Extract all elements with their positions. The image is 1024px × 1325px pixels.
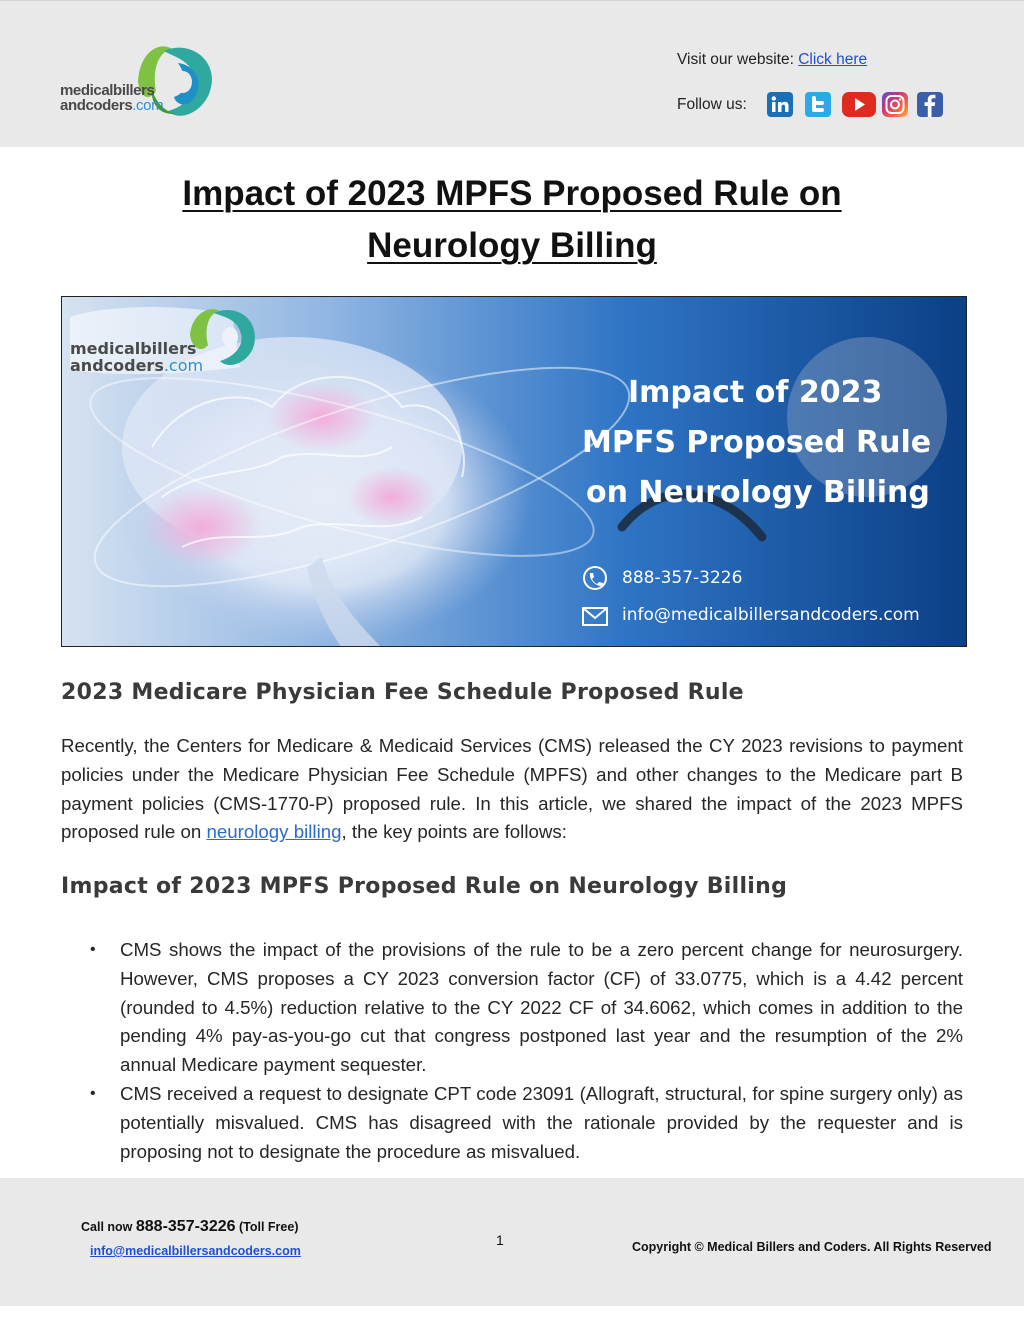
linkedin-icon[interactable] [767,92,793,117]
impact-bullet-list [61,936,963,1166]
call-number[interactable]: 888-357-3226 [135,1218,236,1235]
banner-heading-line-1: Impact of 2023 [628,375,883,410]
call-suffix: (Toll Free) [235,1220,299,1234]
article-banner-image [61,296,967,647]
copyright-text: Copyright © Medical Billers and Coders. All Rights Reserved [632,1240,992,1254]
twitter-icon[interactable] [805,92,831,117]
title-line-1: Impact of 2023 MPFS Proposed Rule on [182,174,842,213]
logo-com: .com [132,97,164,114]
banner-email: info@medicalbillersandcoders.com [622,605,920,625]
intro-paragraph [61,732,963,847]
company-logo[interactable] [60,41,220,121]
footer-call-now [81,1218,298,1236]
logo-line-1: medicalbillers [60,82,155,99]
footer-email-link[interactable]: info@medicalbillersandcoders.com [90,1244,301,1258]
section-heading-impact: Impact of 2023 MPFS Proposed Rule on Neurology Billing [61,874,788,899]
visit-label: Visit our website: [677,51,799,68]
visit-website-row [677,51,867,69]
list-item [61,1080,963,1166]
page-header [0,0,1024,147]
banner-logo-line-2: andcoders [70,356,164,375]
banner-logo-com: .com [163,356,204,375]
logo-wordmark [60,83,163,113]
banner-phone: 888-357-3226 [622,568,743,588]
neurology-billing-link[interactable]: neurology billing [206,821,342,843]
list-item [61,936,963,1080]
banner-heading-line-3: on Neurology Billing [586,475,930,510]
bullet-icon: • [90,1084,96,1102]
bullet-text: CMS shows the impact of the provisions of the rule to be a zero percent change for neurosurgery. However, CMS proposes a CY 2023 conversion factor (CF) of 33.0775, which is a 4.42 percent (rounded to 4.5%) reduction relative to the CY 2022 CF of 34.6062, which comes in addition to the pending 4% pay-as-you-go cut that congress postponed last year and the resumption of the 2% annual Medicare payment sequester. [120,939,963,1076]
call-label: Call now [81,1220,136,1234]
bullet-icon: • [90,941,96,958]
page-title [0,168,1024,272]
follow-label: Follow us: [677,96,747,113]
banner-logo-wordmark [70,340,203,374]
section-heading-proposed-rule: 2023 Medicare Physician Fee Schedule Proposed Rule [61,680,744,705]
intro-text-end: , the key points are follows: [341,821,567,843]
page-number: 1 [496,1232,504,1248]
logo-line-2: andcoders [60,97,133,114]
intro-text: Recently, the Centers for Medicare & Medicaid Services (CMS) released the CY 2023 revisions to payment policies under the Medicare Physician Fee Schedule (MPFS) and other changes to the Medicare part B payment policies (CMS-1770-P) proposed rule. In this article, we shared the impact of the 2023 MPFS proposed rule on [61,735,963,843]
website-link[interactable]: Click here [798,51,868,68]
banner-logo-line-1: medicalbillers [70,339,197,358]
banner-heading-line-2: MPFS Proposed Rule [582,425,932,460]
youtube-icon[interactable] [842,92,876,117]
page-footer [0,1178,1024,1306]
instagram-icon[interactable] [882,92,908,117]
title-line-2: Neurology Billing [367,226,657,265]
bullet-text: CMS received a request to designate CPT code 23091 (Allograft, structural, for spine surgery only) as potentially misvalued. CMS has disagreed with the rationale provided by the requester and is proposing not to designate the procedure as misvalued. [120,1082,963,1162]
facebook-icon[interactable] [917,92,943,117]
